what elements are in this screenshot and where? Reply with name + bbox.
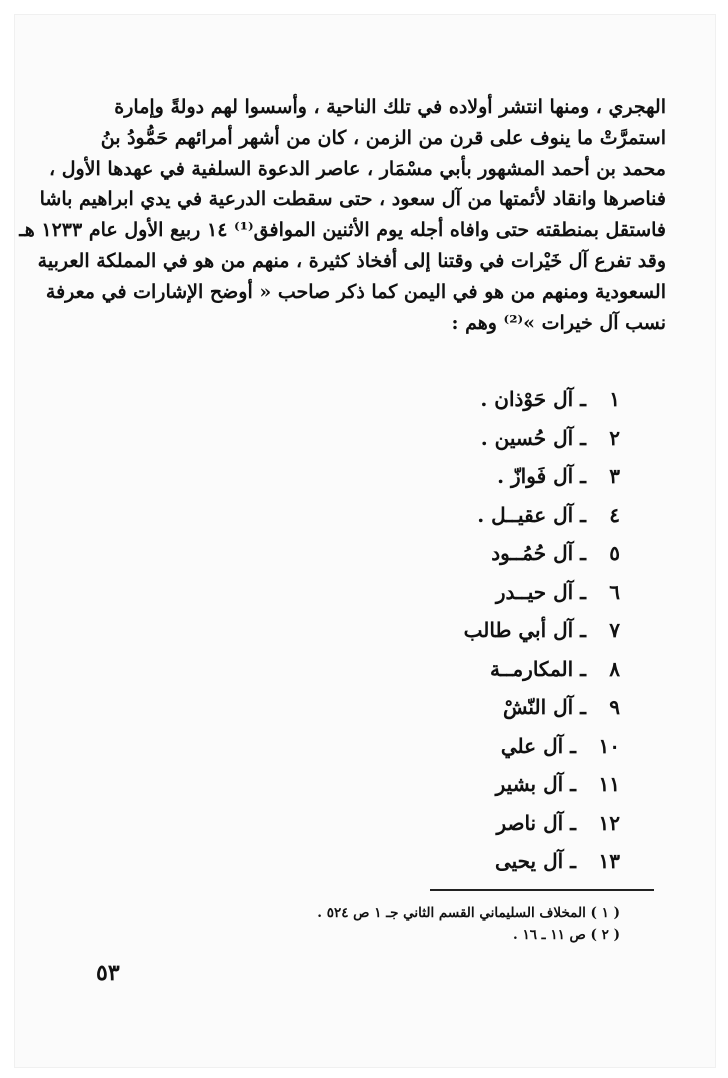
list-item bbox=[300, 727, 620, 766]
list-number: ٦ bbox=[609, 579, 620, 604]
list-item bbox=[300, 804, 620, 843]
footnote-divider bbox=[430, 889, 654, 891]
family-list bbox=[300, 380, 620, 881]
paragraph-line: السعودية ومنهم من هو في اليمن كما ذكر صاحب « أوضح الإشارات في معرفة bbox=[45, 280, 666, 303]
list-text: ـ آل فَوازّ . bbox=[497, 464, 586, 488]
paragraph-line: الهجري ، ومنها انتشر أولاده في تلك الناحية ، وأسسوا لهم دولةً وإمارة bbox=[114, 96, 666, 118]
list-number: ٧ bbox=[609, 618, 620, 642]
paragraph-line: فناصرها وانقاد لأئمتها من آل سعود ، حتى سقطت الدرعية في يدي ابراهيم باشا bbox=[39, 188, 666, 211]
list-text: ـ آل بشير bbox=[495, 772, 576, 796]
list-number: ٣ bbox=[609, 464, 620, 488]
footnotes bbox=[200, 902, 620, 946]
list-number: ١١ bbox=[598, 772, 620, 796]
list-number: ٩ bbox=[609, 695, 620, 719]
list-text: ـ المكارمــة bbox=[490, 656, 586, 681]
list-item bbox=[300, 842, 620, 881]
list-item bbox=[300, 457, 620, 496]
list-number: ٤ bbox=[609, 502, 620, 527]
paragraph-line: محمد بن أحمد المشهور بأبي مسْمَار ، عاصر الدعوة السلفية في عهدها الأول ، bbox=[48, 157, 666, 180]
list-text: ـ آل حَوْذان . bbox=[480, 387, 586, 411]
list-text: ـ آل حُسين . bbox=[480, 425, 586, 450]
list-item bbox=[300, 573, 620, 612]
list-item bbox=[300, 534, 620, 573]
footnote: ( ٢ ) ص ١١ ـ ١٦ . bbox=[513, 927, 620, 943]
list-text: ـ آل ناصر bbox=[496, 810, 576, 835]
list-number: ١٠ bbox=[598, 733, 620, 758]
paragraph-line: نسب آل خيرات »⁽²⁾ وهم : bbox=[451, 311, 666, 334]
list-item bbox=[300, 650, 620, 689]
list-number: ١٢ bbox=[598, 810, 620, 835]
list-item bbox=[300, 688, 620, 727]
list-text: ـ آل حيــدر bbox=[495, 579, 586, 604]
page-number: ٥٣ bbox=[96, 960, 120, 986]
paragraph-line: استمرَّتْ ما ينوف على قرن من الزمن ، كان من أشهر أمرائهم حَمُّودُ بنُ bbox=[100, 126, 666, 149]
list-number: ١٣ bbox=[598, 849, 620, 873]
list-number: ٨ bbox=[609, 656, 620, 681]
list-item bbox=[300, 611, 620, 650]
list-number: ٥ bbox=[609, 541, 620, 565]
list-item bbox=[300, 765, 620, 804]
footnote: ( ١ ) المخلاف السليماني القسم الثاني جـ ١ ص ٥٢٤ . bbox=[317, 905, 620, 921]
list-number: ١ bbox=[609, 387, 620, 411]
list-text: ـ آل عقيــل . bbox=[477, 502, 586, 527]
paragraph-line: فاستقل بمنطقته حتى وافاه أجله يوم الأثنين الموافق⁽¹⁾ ١٤ ربيع الأول عام ١٢٣٣ هـ bbox=[19, 219, 666, 242]
list-item bbox=[300, 496, 620, 535]
list-text: ـ آل حُمُــود bbox=[491, 541, 586, 565]
body-paragraph bbox=[19, 92, 666, 338]
list-item bbox=[300, 380, 620, 419]
list-item bbox=[300, 419, 620, 458]
list-text: ـ آل يحيى bbox=[494, 849, 576, 873]
list-text: ـ آل النّشْ bbox=[502, 695, 586, 719]
list-text: ـ آل علي bbox=[500, 733, 576, 758]
list-text: ـ آل أبي طالب bbox=[463, 618, 586, 642]
paragraph-line: وقد تفرع آل خَيْرات في وقتنا إلى أفخاذ كثيرة ، منهم من هو في المملكة العربية bbox=[37, 249, 666, 272]
list-number: ٢ bbox=[609, 425, 620, 450]
